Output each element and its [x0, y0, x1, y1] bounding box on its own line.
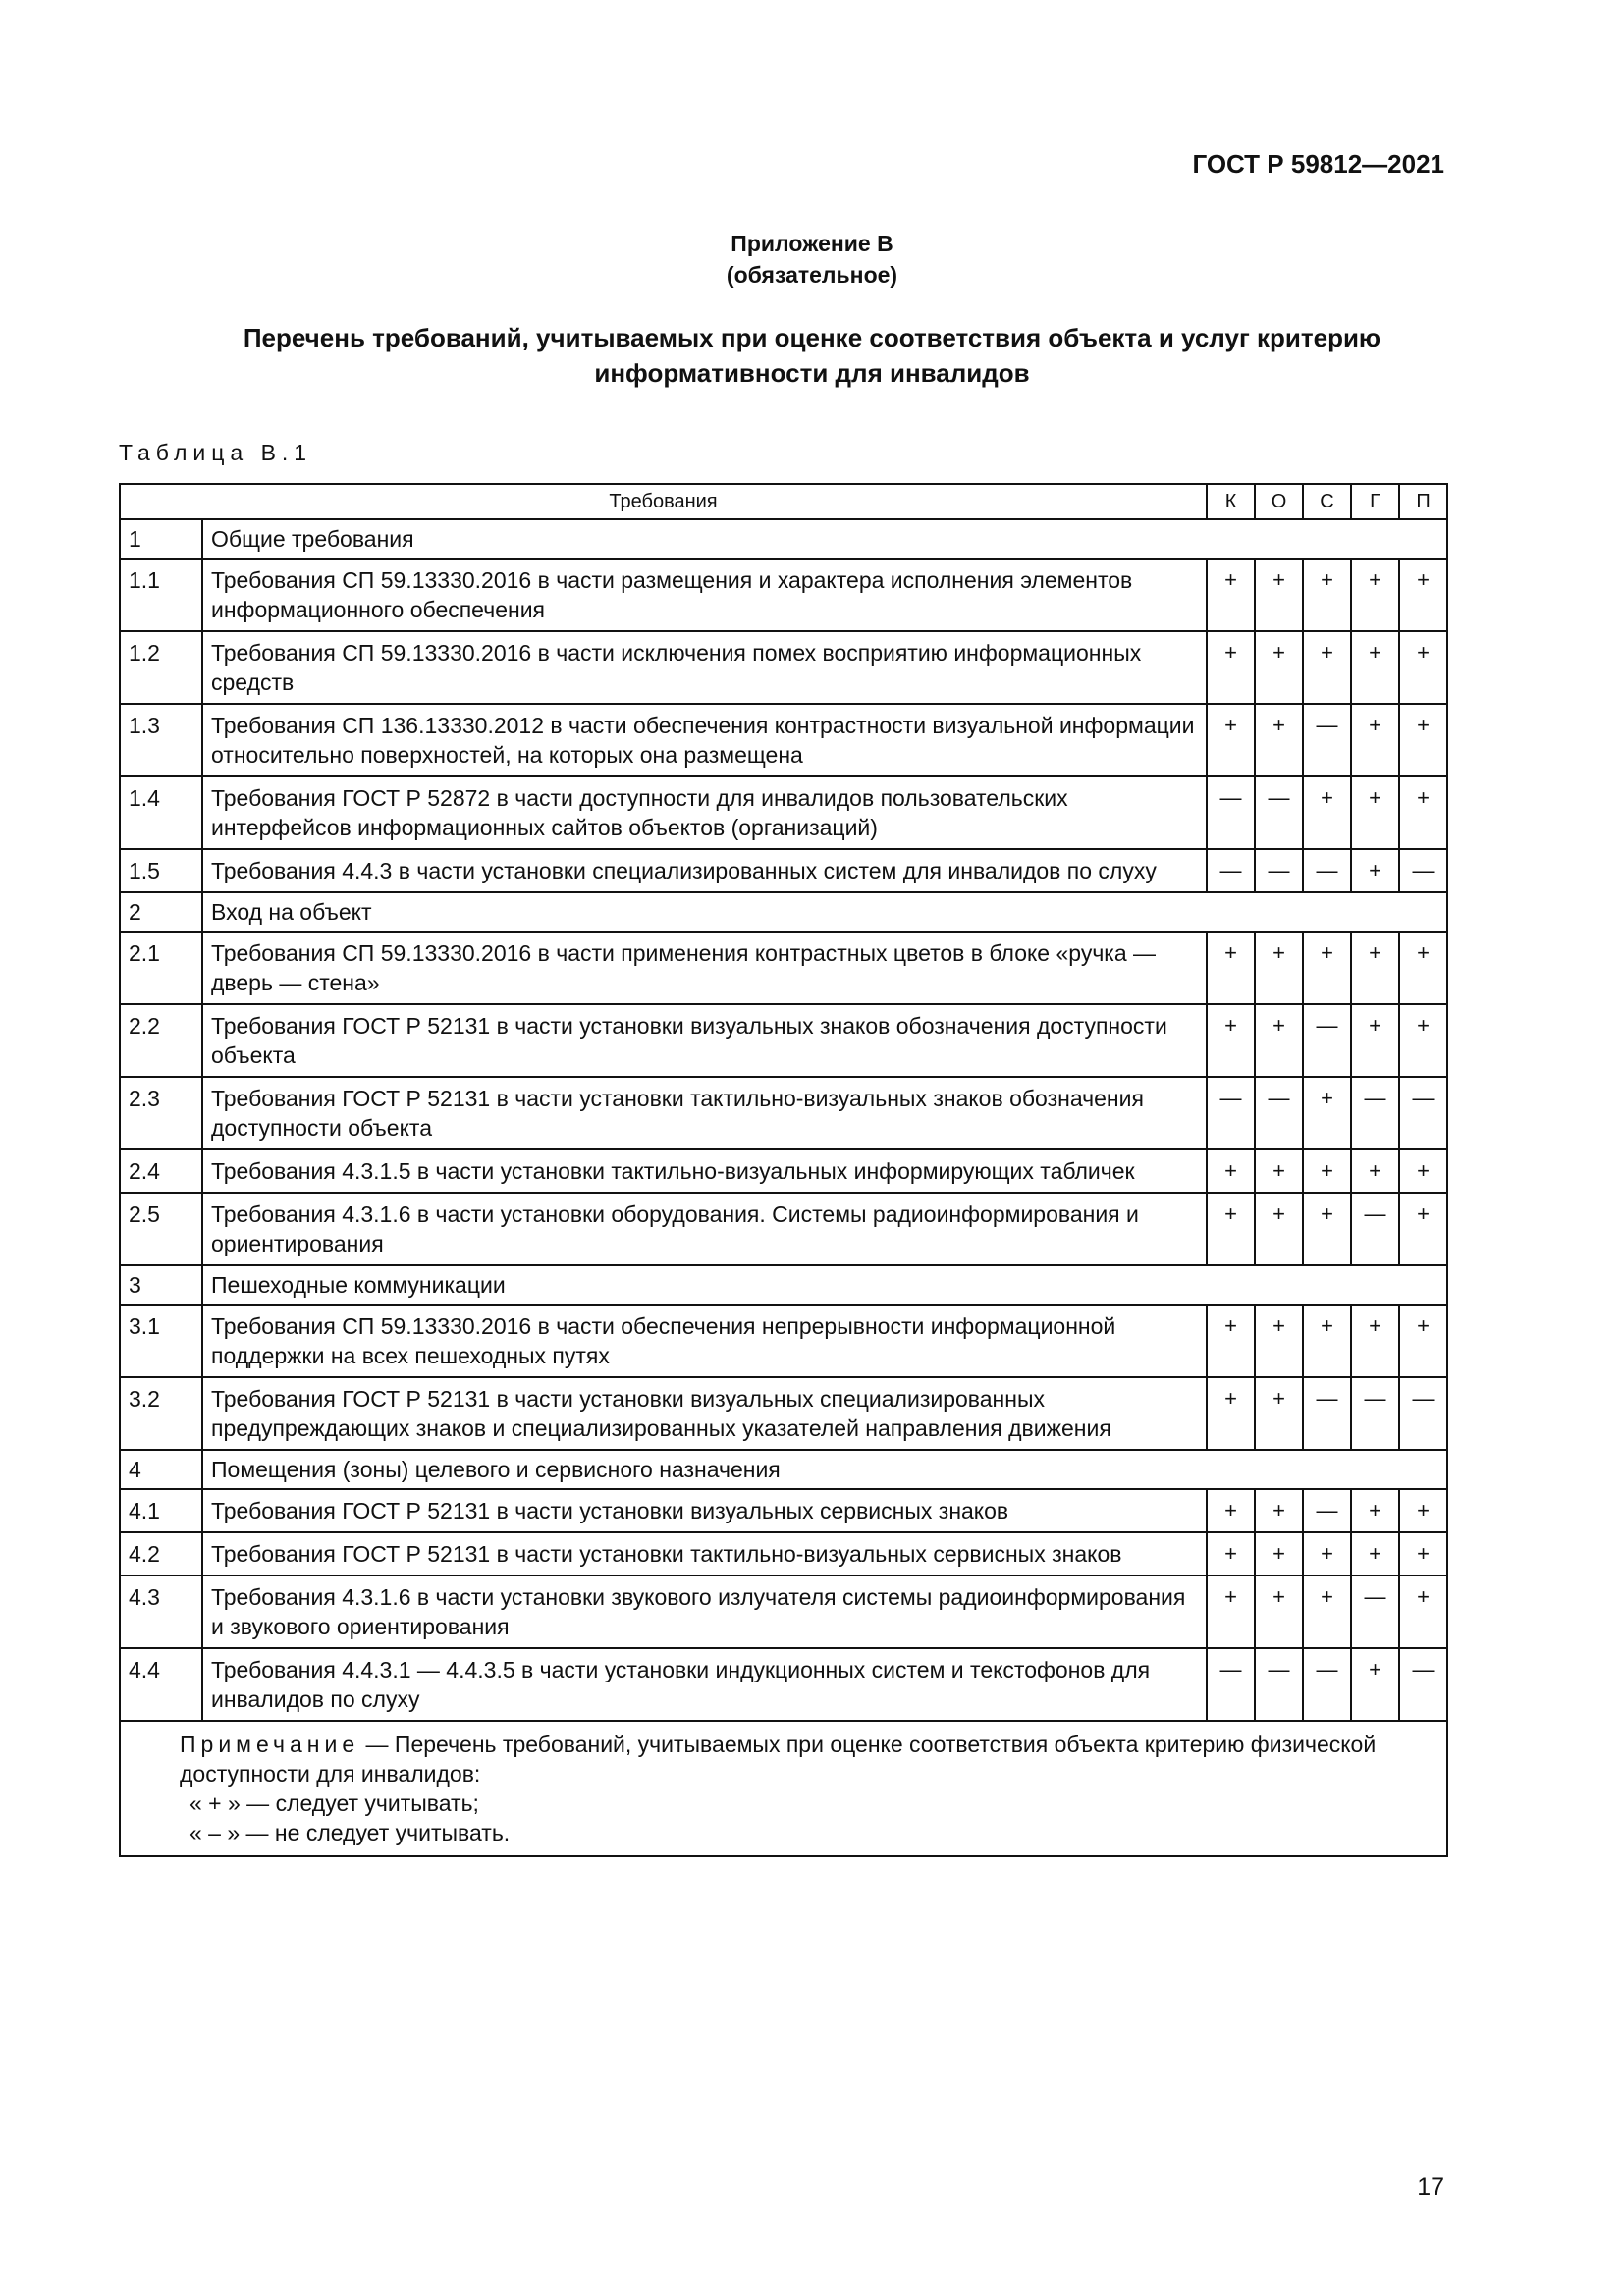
mark-k: +	[1207, 932, 1255, 1004]
requirement-text: Требования ГОСТ Р 52131 в части установки визуальных специализированных предупреждающих знаков и специализированных указателей направления движения	[202, 1377, 1207, 1450]
col-header-g: Г	[1351, 484, 1399, 519]
table-row	[120, 1193, 1447, 1265]
requirement-text: Требования ГОСТ Р 52131 в части установки тактильно-визуальных сервисных знаков	[202, 1532, 1207, 1575]
mark-s: +	[1303, 631, 1351, 704]
table-row	[120, 776, 1447, 849]
mark-g: +	[1351, 1004, 1399, 1077]
annex-heading	[0, 228, 1624, 291]
mark-g: —	[1351, 1193, 1399, 1265]
col-header-o: О	[1255, 484, 1303, 519]
mark-p: +	[1399, 631, 1447, 704]
mark-p: +	[1399, 704, 1447, 776]
mark-s: +	[1303, 932, 1351, 1004]
mark-o: +	[1255, 704, 1303, 776]
table-header-row	[120, 484, 1447, 519]
mark-o: +	[1255, 1532, 1303, 1575]
mark-g: +	[1351, 704, 1399, 776]
table-row	[120, 1532, 1447, 1575]
mark-k: +	[1207, 1004, 1255, 1077]
mark-s: +	[1303, 1193, 1351, 1265]
row-number: 4.4	[120, 1648, 202, 1721]
annex-status: (обязательное)	[726, 262, 898, 288]
row-number: 1.3	[120, 704, 202, 776]
col-header-requirements: Требования	[120, 484, 1207, 519]
mark-k: +	[1207, 559, 1255, 631]
mark-g: +	[1351, 849, 1399, 892]
mark-s: +	[1303, 1305, 1351, 1377]
requirements-table	[119, 483, 1448, 1857]
mark-p: +	[1399, 1193, 1447, 1265]
row-number: 2.2	[120, 1004, 202, 1077]
mark-o: —	[1255, 1077, 1303, 1149]
mark-p: +	[1399, 559, 1447, 631]
requirement-text: Требования 4.3.1.6 в части установки звукового излучателя системы радиоинформирования и звукового ориентирования	[202, 1575, 1207, 1648]
row-number: 4.1	[120, 1489, 202, 1532]
mark-o: +	[1255, 631, 1303, 704]
requirement-text: Требования 4.4.3 в части установки специализированных систем для инвалидов по слуху	[202, 849, 1207, 892]
mark-k: +	[1207, 1489, 1255, 1532]
mark-g: —	[1351, 1077, 1399, 1149]
table-row	[120, 1077, 1447, 1149]
mark-p: —	[1399, 1077, 1447, 1149]
requirement-text: Требования ГОСТ Р 52131 в части установки тактильно-визуальных знаков обозначения доступности объекта	[202, 1077, 1207, 1149]
mark-s: —	[1303, 1489, 1351, 1532]
row-number: 2.5	[120, 1193, 202, 1265]
mark-s: +	[1303, 1532, 1351, 1575]
mark-g: +	[1351, 1532, 1399, 1575]
row-number: 2.4	[120, 1149, 202, 1193]
row-number: 4	[120, 1450, 202, 1489]
requirement-text: Требования 4.3.1.6 в части установки оборудования. Системы радиоинформирования и ориентирования	[202, 1193, 1207, 1265]
mark-p: +	[1399, 1575, 1447, 1648]
mark-s: —	[1303, 1377, 1351, 1450]
table-note	[120, 1721, 1447, 1856]
table-section-row	[120, 892, 1447, 932]
table-row	[120, 631, 1447, 704]
table-row	[120, 1305, 1447, 1377]
mark-s: —	[1303, 1004, 1351, 1077]
table-section-row	[120, 1450, 1447, 1489]
mark-k: +	[1207, 1532, 1255, 1575]
mark-p: —	[1399, 849, 1447, 892]
mark-k: —	[1207, 849, 1255, 892]
mark-g: —	[1351, 1575, 1399, 1648]
mark-k: —	[1207, 1077, 1255, 1149]
mark-o: +	[1255, 559, 1303, 631]
mark-p: +	[1399, 776, 1447, 849]
mark-k: +	[1207, 1193, 1255, 1265]
section-title: Пешеходные коммуникации	[202, 1265, 1447, 1305]
mark-o: —	[1255, 849, 1303, 892]
table-row	[120, 1489, 1447, 1532]
mark-p: +	[1399, 1489, 1447, 1532]
mark-s: +	[1303, 776, 1351, 849]
mark-g: +	[1351, 559, 1399, 631]
annex-title: Приложение В	[731, 231, 893, 256]
mark-s: +	[1303, 1077, 1351, 1149]
mark-k: +	[1207, 631, 1255, 704]
mark-g: +	[1351, 631, 1399, 704]
mark-g: —	[1351, 1377, 1399, 1450]
col-header-p: П	[1399, 484, 1447, 519]
mark-p: —	[1399, 1648, 1447, 1721]
row-number: 1.2	[120, 631, 202, 704]
mark-p: +	[1399, 1004, 1447, 1077]
requirement-text: Требования 4.3.1.5 в части установки тактильно-визуальных информирующих табличек	[202, 1149, 1207, 1193]
row-number: 1.5	[120, 849, 202, 892]
requirement-text: Требования ГОСТ Р 52872 в части доступности для инвалидов пользовательских интерфейсов информационных сайтов объектов (организаций)	[202, 776, 1207, 849]
note-legend-plus: « + » — следует учитывать;	[189, 1790, 479, 1816]
mark-k: +	[1207, 1377, 1255, 1450]
col-header-k: К	[1207, 484, 1255, 519]
row-number: 1.4	[120, 776, 202, 849]
mark-o: —	[1255, 776, 1303, 849]
document-title-line2: информативности для инвалидов	[594, 358, 1030, 388]
mark-o: +	[1255, 1004, 1303, 1077]
row-number: 2.3	[120, 1077, 202, 1149]
table-row	[120, 559, 1447, 631]
mark-s: +	[1303, 559, 1351, 631]
mark-k: —	[1207, 776, 1255, 849]
mark-o: +	[1255, 1489, 1303, 1532]
table-section-row	[120, 519, 1447, 559]
table-row	[120, 932, 1447, 1004]
mark-s: —	[1303, 849, 1351, 892]
table-row	[120, 1004, 1447, 1077]
requirement-text: Требования ГОСТ Р 52131 в части установки визуальных сервисных знаков	[202, 1489, 1207, 1532]
mark-s: +	[1303, 1575, 1351, 1648]
mark-o: +	[1255, 1377, 1303, 1450]
requirement-text: Требования СП 59.13330.2016 в части исключения помех восприятию информационных средств	[202, 631, 1207, 704]
mark-g: +	[1351, 1489, 1399, 1532]
requirement-text: Требования СП 59.13330.2016 в части обеспечения непрерывности информационной поддержки на всех пешеходных путях	[202, 1305, 1207, 1377]
table-row	[120, 1575, 1447, 1648]
mark-o: +	[1255, 1305, 1303, 1377]
row-number: 3	[120, 1265, 202, 1305]
requirement-text: Требования СП 59.13330.2016 в части применения контрастных цветов в блоке «ручка — дверь — стена»	[202, 932, 1207, 1004]
mark-o: +	[1255, 1149, 1303, 1193]
row-number: 2.1	[120, 932, 202, 1004]
requirement-text: Требования ГОСТ Р 52131 в части установки визуальных знаков обозначения доступности объекта	[202, 1004, 1207, 1077]
mark-p: —	[1399, 1377, 1447, 1450]
row-number: 1	[120, 519, 202, 559]
section-title: Общие требования	[202, 519, 1447, 559]
table-row	[120, 1149, 1447, 1193]
row-number: 1.1	[120, 559, 202, 631]
mark-p: +	[1399, 932, 1447, 1004]
row-number: 3.2	[120, 1377, 202, 1450]
document-title	[137, 320, 1487, 391]
requirement-text: Требования СП 59.13330.2016 в части размещения и характера исполнения элементов информационного обеспечения	[202, 559, 1207, 631]
requirement-text: Требования СП 136.13330.2012 в части обеспечения контрастности визуальной информации относительно поверхностей, на которых она размещена	[202, 704, 1207, 776]
mark-k: +	[1207, 704, 1255, 776]
mark-g: +	[1351, 1149, 1399, 1193]
mark-g: +	[1351, 1305, 1399, 1377]
mark-g: +	[1351, 776, 1399, 849]
mark-k: +	[1207, 1149, 1255, 1193]
mark-s: —	[1303, 1648, 1351, 1721]
mark-k: +	[1207, 1305, 1255, 1377]
row-number: 4.3	[120, 1575, 202, 1648]
col-header-s: С	[1303, 484, 1351, 519]
section-title: Помещения (зоны) целевого и сервисного назначения	[202, 1450, 1447, 1489]
mark-g: +	[1351, 932, 1399, 1004]
page-number: 17	[1417, 2173, 1444, 2201]
table-row	[120, 849, 1447, 892]
section-title: Вход на объект	[202, 892, 1447, 932]
document-title-line1: Перечень требований, учитываемых при оценке соответствия объекта и услуг критерию	[243, 323, 1381, 352]
table-note-row	[120, 1721, 1447, 1856]
mark-o: +	[1255, 1575, 1303, 1648]
mark-k: —	[1207, 1648, 1255, 1721]
row-number: 4.2	[120, 1532, 202, 1575]
standard-designation: ГОСТ Р 59812—2021	[1192, 149, 1444, 179]
mark-s: —	[1303, 704, 1351, 776]
note-label: Примечание	[180, 1732, 360, 1757]
table-row	[120, 1377, 1447, 1450]
mark-g: +	[1351, 1648, 1399, 1721]
table-row	[120, 704, 1447, 776]
mark-p: +	[1399, 1532, 1447, 1575]
table-label: Таблица В.1	[119, 440, 313, 465]
mark-k: +	[1207, 1575, 1255, 1648]
row-number: 3.1	[120, 1305, 202, 1377]
note-text-start: — Перечень требований, учитываемых при оценке соответствия объекта критерию физической доступности для инвалидов:	[180, 1732, 1377, 1787]
table-section-row	[120, 1265, 1447, 1305]
requirement-text: Требования 4.4.3.1 — 4.4.3.5 в части установки индукционных систем и текстофонов для инвалидов по слуху	[202, 1648, 1207, 1721]
mark-o: —	[1255, 1648, 1303, 1721]
mark-s: +	[1303, 1149, 1351, 1193]
row-number: 2	[120, 892, 202, 932]
mark-p: +	[1399, 1305, 1447, 1377]
mark-o: +	[1255, 1193, 1303, 1265]
note-legend-minus: « – » — не следует учитывать.	[189, 1820, 511, 1845]
mark-o: +	[1255, 932, 1303, 1004]
table-row	[120, 1648, 1447, 1721]
mark-p: +	[1399, 1149, 1447, 1193]
